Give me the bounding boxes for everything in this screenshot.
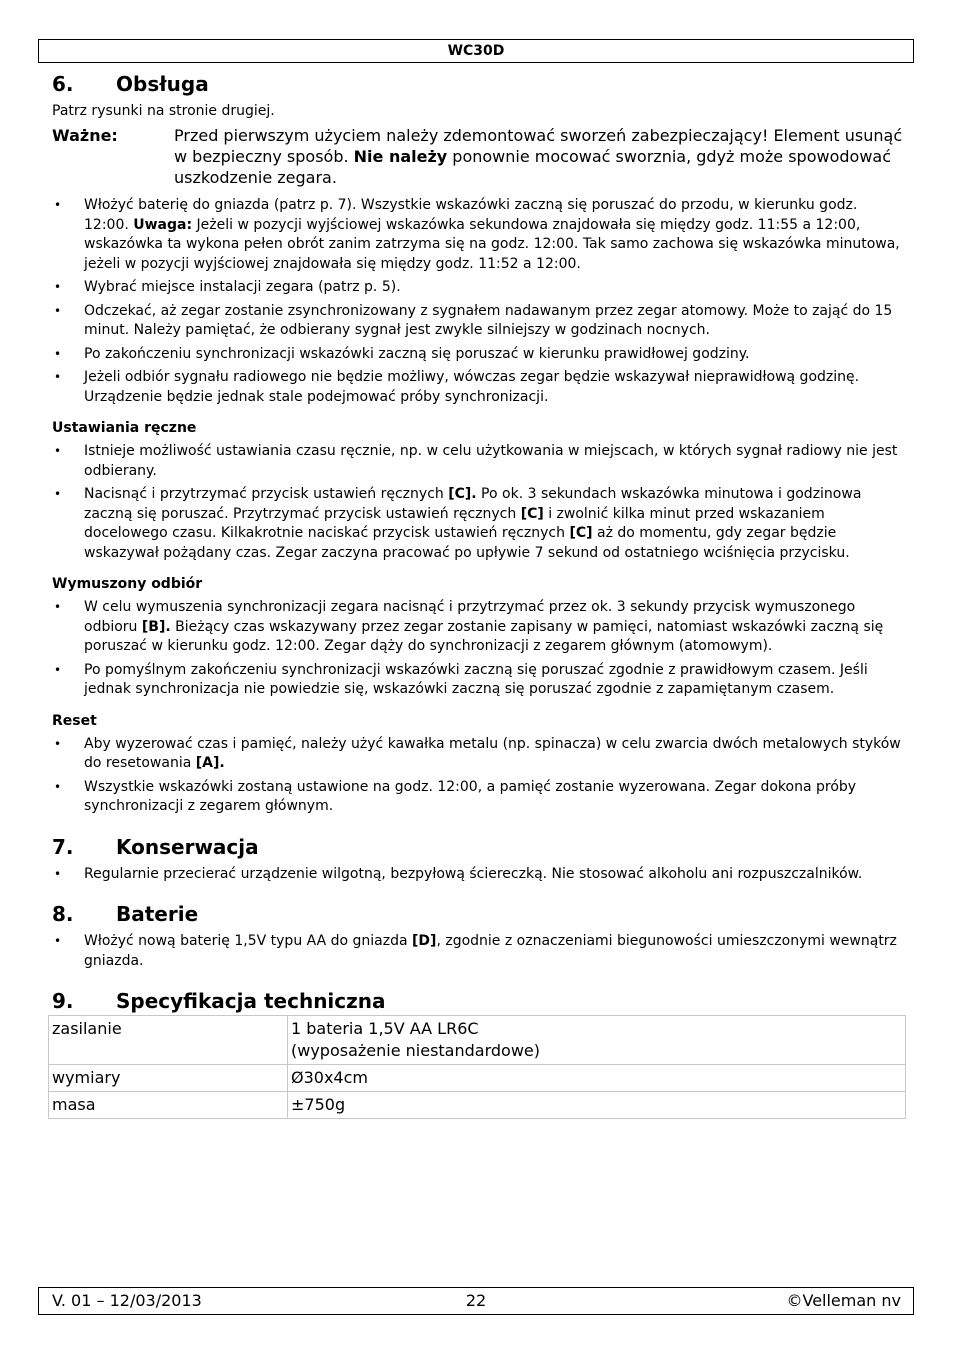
battery-list [52, 932, 904, 971]
list-item: • Po zakończeniu synchronizacji wskazówki zaczną się poruszać w kierunku prawidłowej godziny. [54, 345, 750, 362]
list-item: • Istnieje możliwość ustawiania czasu ręcznie, np. w celu użytkowania w miejscach, w których sygnał radiowy nie jest odbierany. [54, 443, 898, 479]
page-number: 22 [465, 1291, 487, 1310]
list-item: • Odczekać, aż zegar zostanie zsynchronizowany z sygnałem nadawanym przez zegar atomowy. Może to zająć do 15 minut. Należy pamiętać, że odbierany sygnał jest zwykle silniejszy w godzinach nocnych. [54, 302, 893, 338]
maintenance-list [52, 865, 904, 885]
list-item: • W celu wymuszenia synchronizacji zegara nacisnąć i przytrzymać przez ok. 3 sekundy przycisk wymuszonego odbioru [B]. Bieżący czas wskazywany przez zegar zostanie zapisany w pamięci, natomiast wskazówki zaczną się poruszać w kierunku godz. 12:00. Zegar dąży do synchronizacji z zegarem głównym (atomowym). [54, 599, 884, 654]
forced-reception-heading: Wymuszony odbiór [52, 576, 203, 592]
section-8-heading: 8. Baterie [52, 902, 199, 926]
list-item: • Włożyć baterię do gniazda (patrz p. 7). Wszystkie wskazówki zaczną się poruszać do przodu, w kierunku godz. 12:00. Uwaga: Jeżeli w pozycji wyjściowej wskazówka sekundowa znajdowała się między godz. 11:55 a 12:00, wskazówka ta wykona pełen obrót zanim zatrzyma się na godz. 12:00. Tak samo zachowa się wskazówka minutowa, jeżeli w pozycji wyjściowej znajdowała się między godz. 11:52 a 12:00. [54, 197, 900, 272]
spec-table [48, 1015, 906, 1119]
list-item: • Jeżeli odbiór sygnału radiowego nie będzie możliwy, wówczas zegar będzie wskazywał nieprawidłową godzinę. Urządzenie będzie jednak stale podejmować próby synchronizacji. [54, 369, 860, 405]
important-note: Ważne: Przed pierwszym użyciem należy zdemontować sworzeń zabezpieczający! Element usunąć w bezpieczny sposób. Nie należy ponownie mocować sworznia, gdyż może spowodować uszkodzenie zegara. [52, 126, 903, 187]
section-7-heading: 7. Konserwacja [52, 834, 259, 859]
list-item: • Aby wyzerować czas i pamięć, należy użyć kawałka metalu (np. spinacza) w celu zwarcia dwóch metalowych styków do resetowania [A]. [54, 735, 901, 771]
table-row: zasilanie 1 bateria 1,5V AA LR6C (wyposażenie niestandardowe) [49, 1016, 906, 1065]
model-name: WC30D [447, 43, 505, 59]
page-content [52, 70, 904, 1119]
section-6-intro: Patrz rysunki na stronie drugiej. [52, 103, 275, 119]
manual-setting-list [52, 442, 904, 563]
list-item: • Nacisnąć i przytrzymać przycisk ustawień ręcznych [C]. Po ok. 3 sekundach wskazówka minutowa i godzinowa zaczną się poruszać. Przytrzymać przycisk ustawień ręcznych [C] i zwolnić kilka minut przed wskazaniem docelowego czasu. Kilkakrotnie naciskać przycisk ustawień ręcznych [C] aż do momentu, gdy zegar będzie wskazywał pożądany czas. Zegar zaczyna pracować po upływie 7 sekund od ostatniego wciśnięcia przycisku. [54, 486, 862, 561]
reset-heading: Reset [52, 712, 97, 729]
list-item: • Regularnie przecierać urządzenie wilgotną, bezpyłową ściereczką. Nie stosować alkoholu ani rozpuszczalników. [54, 865, 863, 882]
list-item: • Włożyć nową baterię 1,5V typu AA do gniazda [D], zgodnie z oznaczeniami biegunowości umieszczonymi wewnątrz gniazda. [54, 933, 897, 969]
list-item: • Wszystkie wskazówki zostaną ustawione na godz. 12:00, a pamięć zostanie wyzerowana. Zegar dokona próby synchronizacji z zegarem głównym. [54, 778, 857, 814]
section-9-heading: 9. Specyfikacja techniczna [52, 989, 386, 1013]
table-row: masa ±750g [49, 1092, 906, 1119]
list-item: • Wybrać miejsce instalacji zegara (patrz p. 5). [54, 279, 401, 295]
version-date: V. 01 – 12/03/2013 [52, 1291, 202, 1310]
copyright: ©Velleman nv [786, 1291, 901, 1310]
forced-reception-list [52, 598, 904, 700]
list-item: • Po pomyślnym zakończeniu synchronizacji wskazówki zaczną się poruszać zgodnie z prawidłowym czasem. Jeśli jednak synchronizacja nie powiedzie się, wskazówki zaczną się poruszać zgodnie z zapamiętanym czasem. [54, 661, 868, 697]
page-header [38, 39, 914, 63]
table-row: wymiary Ø30x4cm [49, 1065, 906, 1092]
page-footer [38, 1287, 914, 1315]
manual-setting-heading: Ustawiania ręczne [52, 420, 197, 436]
reset-list [52, 735, 904, 817]
section-6-heading: 6. Obsługa [52, 72, 209, 96]
operation-list [52, 196, 904, 407]
